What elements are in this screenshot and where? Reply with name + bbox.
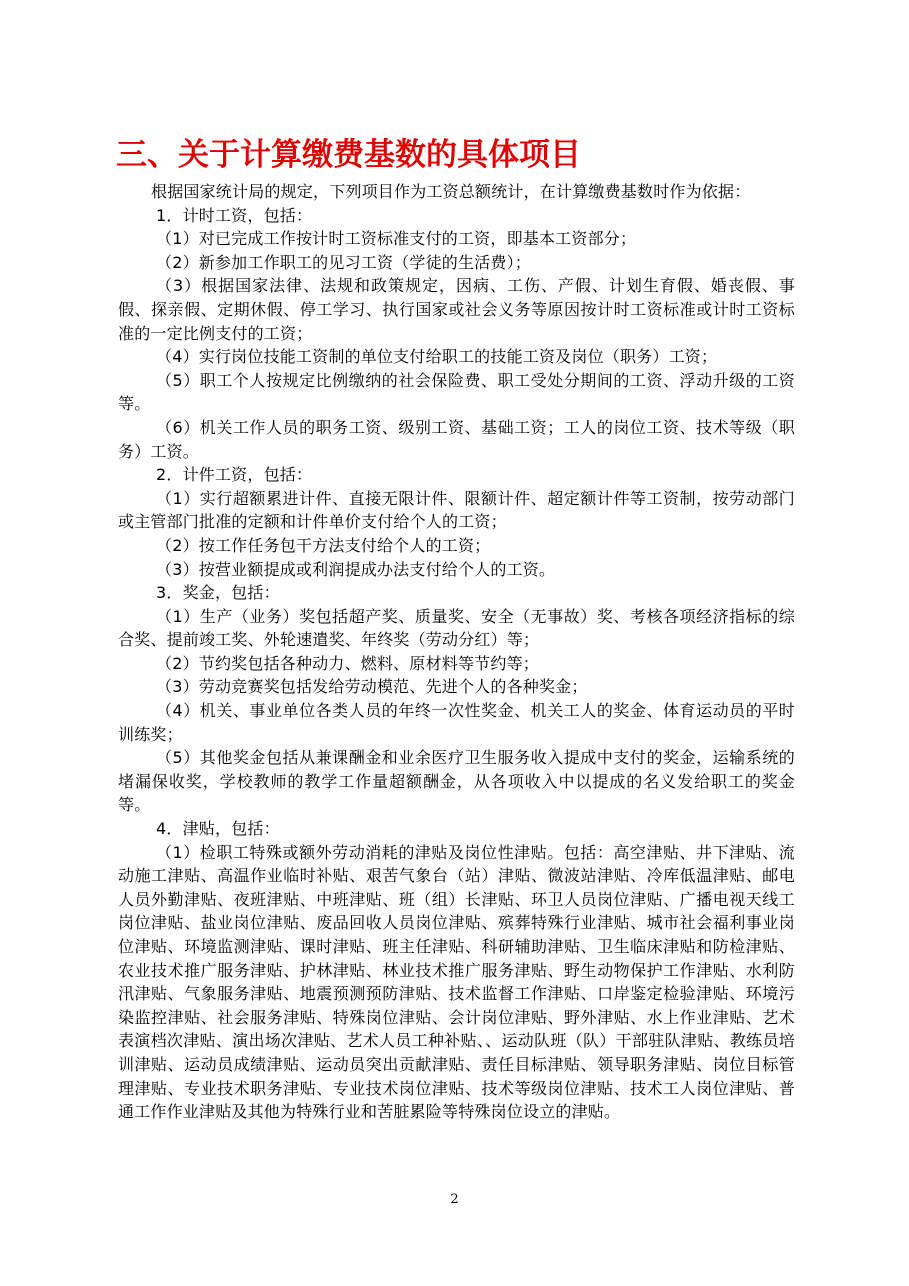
section-3-item-4: （4）机关、事业单位各类人员的年终一次性奖金、机关工人的奖金、体育运动员的平时训练奖； xyxy=(118,701,795,744)
section-3-item-2: （2）节约奖包括各种动力、燃料、原材料等节约等； xyxy=(156,653,539,673)
section-3-title: 3．奖金，包括： xyxy=(156,583,280,603)
section-1-item-4: （4）实行岗位技能工资制的单位支付给职工的技能工资及岗位（职务）工资； xyxy=(156,347,718,367)
section-1-title: 1．计时工资，包括： xyxy=(156,205,313,225)
section-4-title: 4．津贴，包括： xyxy=(156,819,280,839)
section-1-item-5: （5）职工个人按规定比例缴纳的社会保险费、职工受处分期间的工资、浮动升级的工资等。 xyxy=(118,370,795,414)
section-3-item-1: （1）生产（业务）奖包括超产奖、质量奖、安全（无事故）奖、考核各项经济指标的综合奖、提前竣工奖、外轮速遣奖、年终奖（劳动分红）等； xyxy=(118,606,795,650)
section-2-item-1: （1）实行超额累进计件、直接无限计件、限额计件、超定额计件等工资制，按劳动部门或主管部门批准的定额和计件单价支付给个人的工资； xyxy=(118,488,795,532)
document-body xyxy=(118,133,795,1124)
page-number: 2 xyxy=(450,1192,459,1207)
section-3-item-5: （5）其他奖金包括从兼课酬金和业余医疗卫生服务收入提成中支付的奖金，运输系统的堵漏保收奖，学校教师的教学工作量超额酬金，从各项收入中以提成的名义发给职工的奖金等。 xyxy=(118,748,795,815)
section-2-item-2: （2）按工作任务包干方法支付给个人的工资； xyxy=(156,535,491,555)
section-2-title: 2．计件工资，包括： xyxy=(156,465,313,485)
intro-paragraph: 根据国家统计局的规定，下列项目作为工资总额统计，在计算缴费基数时作为依据： xyxy=(151,182,751,201)
section-1-item-3: （3）根据国家法律、法规和政策规定，因病、工伤、产假、计划生育假、婚丧假、事假、探亲假、定期休假、停工学习、执行国家或社会义务等原因按计时工资标准或计时工资标准的一定比例支付的工资； xyxy=(118,276,795,343)
section-4-item-1: （1）检职工特殊或额外劳动消耗的津贴及岗位性津贴。包括：高空津贴、井下津贴、流动施工津贴、高温作业临时补贴、艰苦气象台（站）津贴、微波站津贴、冷库低温津贴、邮电人员外勤津贴、夜班津贴、中班津贴、班（组）长津贴、环卫人员岗位津贴、广播电视天线工岗位津贴、盐业岗位津贴、废品回收人员岗位津贴、殡葬特殊行业津贴、城市社会福利事业岗位津贴、环境监测津贴、课时津贴、班主任津贴、科研辅助津贴、卫生临床津贴和防检津贴、农业技术推广服务津贴、护林津贴、林业技术推广服务津贴、野生动物保护工作津贴、水利防汛津贴、气象服务津贴、地震预测预防津贴、技术监督工作津贴、口岸鉴定检验津贴、环境污染监控津贴、社会服务津贴、特殊岗位津贴、会计岗位津贴、野外津贴、水上作业津贴、艺术表演档次津贴、演出场次津贴、艺术人员工种补贴、、运动队班（队）干部驻队津贴、教练员培训津贴、运动员成绩津贴、运动员突出贡献津贴、责任目标津贴、领导职务津贴、岗位目标管理津贴、专业技术职务津贴、专业技术岗位津贴、技术等级岗位津贴、技术工人岗位津贴、普通工作作业津贴及其他为特殊行业和苦脏累险等特殊岗位设立的津贴。 xyxy=(118,842,795,1122)
section-1-item-1: （1）对已完成工作按计时工资标准支付的工资，即基本工资部分； xyxy=(156,229,637,249)
section-1-item-6: （6）机关工作人员的职务工资、级别工资、基础工资；工人的岗位工资、技术等级（职务）工资。 xyxy=(118,417,795,461)
section-3-item-3: （3）劳动竞赛奖包括发给劳动模范、先进个人的各种奖金； xyxy=(156,677,588,697)
section-1-item-2: （2）新参加工作职工的见习工资（学徒的生活费）； xyxy=(156,252,531,272)
section-2-item-3: （3）按营业额提成或利润提成办法支付给个人的工资。 xyxy=(156,559,556,579)
section-heading: 三、关于计算缴费基数的具体项目 xyxy=(116,137,581,173)
